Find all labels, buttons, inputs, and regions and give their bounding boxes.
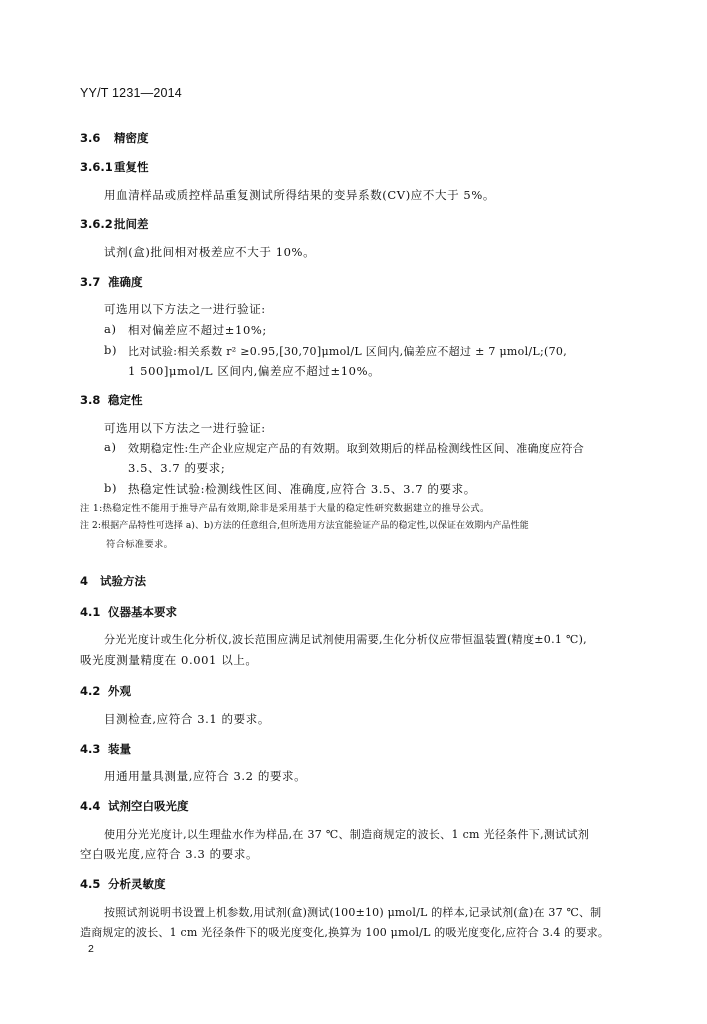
section-title: 重复性 [114,160,149,174]
section-title: 装量 [108,742,131,756]
list-item-b-line2: 1 500]μmol/L 区间内,偏差应不超过±10%。 [128,364,381,378]
section-3-8-heading [80,392,143,408]
section-3-6-1-heading [80,159,149,175]
section-title: 仪器基本要求 [108,605,177,619]
section-4-5-text-line1: 按照试剂说明书设置上机参数,用试剂(盒)测试(100±10) μmol/L 的样本,记录试剂(盒)在 37 ℃、制 [104,906,602,919]
section-title: 批间差 [114,217,149,231]
section-number: 3.7 [80,275,101,289]
section-number: 3.6.2 [80,217,113,231]
section-4-1-text-line2: 吸光度测量精度在 0.001 以上。 [80,653,258,667]
section-number: 4 [80,574,89,588]
section-number: 3.6.1 [80,160,113,174]
section-number: 4.1 [80,605,101,619]
page-number: 2 [88,943,94,955]
section-title: 试剂空白吸光度 [108,799,189,813]
section-number: 4.5 [80,877,101,891]
list-item-b: 热稳定性试验:检测线性区间、准确度,应符合 3.5、3.7 的要求。 [128,482,476,496]
section-4-4-text-line1: 使用分光光度计,以生理盐水作为样品,在 37 ℃、制造商规定的波长、1 cm 光径条件下,测试试剂 [104,828,590,841]
section-3-8-intro: 可选用以下方法之一进行验证: [104,421,266,435]
section-3-7-heading [80,274,143,290]
standard-number: YY/T 1231—2014 [80,86,182,100]
section-4-2-text: 目测检查,应符合 3.1 的要求。 [104,712,270,726]
list-marker-a: a) [104,440,117,454]
section-4-5-heading [80,876,166,892]
section-4-4-heading [80,798,189,814]
section-4-1-text-line1: 分光光度计或生化分析仪,波长范围应满足试剂使用需要,生化分析仪应带恒温装置(精度±0.1 ℃), [104,633,587,646]
section-number: 3.8 [80,393,101,407]
list-item-a-line2: 3.5、3.7 的要求; [128,461,226,475]
section-4-1-heading [80,604,177,620]
section-3-6-1-text: 用血清样品或质控样品重复测试所得结果的变异系数(CV)应不大于 5%。 [104,188,495,202]
section-title: 准确度 [108,275,143,289]
section-number: 3.6 [80,131,101,145]
list-marker-b: b) [104,343,118,357]
section-title: 稳定性 [108,393,143,407]
section-3-7-intro: 可选用以下方法之一进行验证: [104,302,266,316]
list-marker-a: a) [104,322,117,336]
section-title: 试验方法 [100,574,146,588]
section-number: 4.2 [80,684,101,698]
section-3-6-2-text: 试剂(盒)批间相对极差应不大于 10%。 [104,245,316,259]
section-3-6-heading [80,130,149,146]
section-4-4-text-line2: 空白吸光度,应符合 3.3 的要求。 [80,847,259,861]
section-title: 精密度 [114,131,149,145]
section-title: 分析灵敏度 [108,877,166,891]
section-4-3-text: 用通用量具测量,应符合 3.2 的要求。 [104,769,307,783]
note-2-line1: 注 2:根据产品特性可选择 a)、b)方法的任意组合,但所选用方法宜能验证产品的稳定性,以保证在效期内产品性能 [80,521,529,531]
section-3-6-2-heading [80,216,149,232]
list-item-a-line1: 效期稳定性:生产企业应规定产品的有效期。取到效期后的样品检测线性区间、准确度应符合 [128,442,585,455]
section-4-3-heading [80,741,131,757]
section-number: 4.3 [80,742,101,756]
section-4-2-heading [80,683,131,699]
section-4-5-text-line2: 造商规定的波长、1 cm 光径条件下的吸光度变化,换算为 100 μmol/L 的吸光度变化,应符合 3.4 的要求。 [80,926,610,939]
note-2-line2: 符合标准要求。 [106,539,174,550]
section-4-heading [80,573,146,589]
section-number: 4.4 [80,799,101,813]
section-title: 外观 [108,684,131,698]
list-marker-b: b) [104,481,118,495]
list-item-b-line1: 比对试验:相关系数 r² ≥0.95,[30,70]μmol/L 区间内,偏差应不超过 ± 7 μmol/L;(70, [128,345,567,358]
list-item-a: 相对偏差应不超过±10%; [128,323,267,337]
note-1: 注 1:热稳定性不能用于推导产品有效期,除非是采用基于大量的稳定性研究数据建立的推导公式。 [80,503,490,514]
